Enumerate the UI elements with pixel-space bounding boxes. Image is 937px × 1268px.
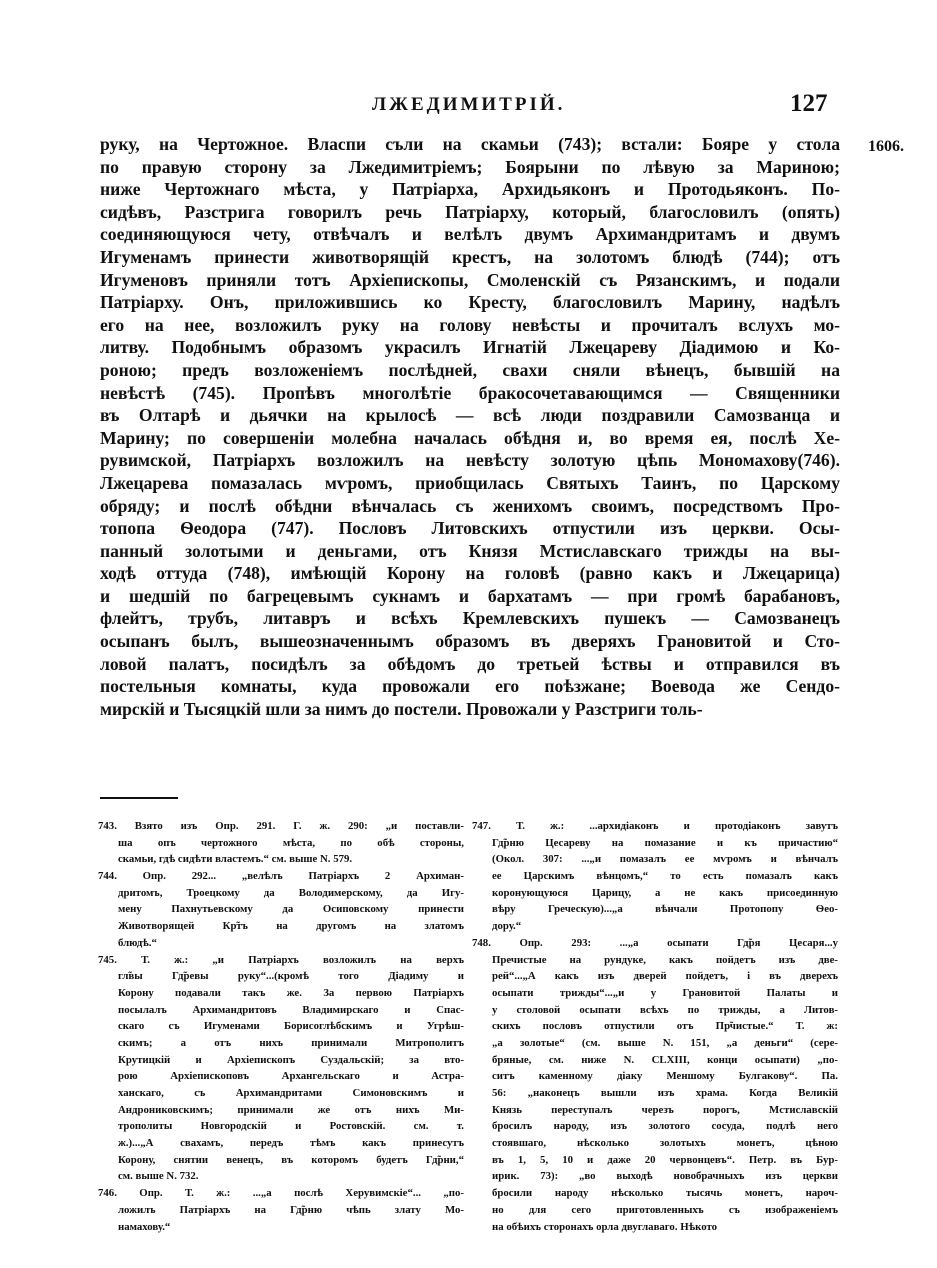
page-number: 127 — [790, 90, 828, 117]
footnote-line: рою Архіепископовъ Архангельскаго и Астра- — [118, 1070, 464, 1083]
body-text-line: Патріарху. Онъ, приложившись ко Кресту, благословилъ Марину, надѣлъ — [100, 292, 840, 313]
footnotes-right-column — [472, 818, 838, 1235]
body-text-line: Марину; по совершеніи молебна началась обѣдня и, во время ея, послѣ Хе- — [100, 427, 840, 448]
running-head: ЛЖЕДИМИТРІЙ. — [372, 94, 566, 115]
body-text-line: ниже Чертожнаго мѣста, у Патріарха, Архидьяконъ и Протодьяконъ. По- — [100, 179, 840, 200]
footnote-line: 744. Опр. 292... „велѣлъ Патріархъ 2 Архиман- — [98, 870, 464, 883]
footnote-line: бросилъ народу, изъ золотого сосуда, подлѣ него — [492, 1120, 838, 1133]
footnote-line: Крутицкій и Архіепископъ Суздальскій; за вто- — [118, 1053, 464, 1066]
footnote-line: намахову.“ — [118, 1220, 171, 1233]
footnote-line: Гд̃рню Цесареву на помазание и къ причастию“ — [492, 836, 838, 849]
footnote-line: дритомъ, Троецкому да Володимерскому, да Игу- — [118, 886, 464, 899]
body-text-line: ходѣ оттуда (748), имѣющій Корону на головѣ (равно какъ и Лжецарица) — [100, 563, 840, 584]
footnote-line: скамьи, гдѣ сидѣти властемъ.“ см. выше N. 579. — [118, 853, 353, 866]
footnote-line: гл̃вы Гд̃ревы руку“...(кромѣ того Діадиму и — [118, 970, 464, 983]
footnote-line: вѣру Греческую)...„а вѣнчали Протопопу Ѳео- — [492, 903, 838, 916]
body-text-line: Лжецарева помазалась мѵромъ, приобщилась Святыхъ Таинъ, по Царскому — [100, 472, 840, 493]
body-text-line: топопа Ѳеодора (747). Пословъ Литовскихъ отпустили изъ церкви. Осы- — [100, 518, 840, 539]
footnote-line: „а золотые“ (см. выше N. 151, „а деньги“ (сере- — [492, 1036, 838, 1049]
body-text-line: его на нее, возложилъ руку на голову невѣсты и прочиталъ вслухъ мо- — [100, 314, 840, 335]
footnote-line: трополиты Новгородскій и Ростовскій. см. т. — [118, 1120, 464, 1133]
footnote-line: 748. Опр. 293: ...„а осыпати Гд̃ря Цесаря...у — [472, 936, 838, 949]
footnote-line: рей“...„А какъ изъ дверей пойдетъ, і въ дверехъ — [492, 970, 838, 983]
footnote-line: ханскаго, съ Архимандритами Симоновскимъ и — [118, 1087, 464, 1099]
footnote-line: но для сего приготовленныхъ съ изображеніемъ — [492, 1203, 838, 1216]
footnote-line: см. выше N. 732. — [118, 1170, 199, 1183]
footnote-line: скимъ; а отъ нихъ принимали Митрополитъ — [118, 1036, 464, 1049]
body-text-line: ловой палатъ, посидѣлъ за обѣдомъ до третьей ѣствы и отправился въ — [100, 653, 840, 674]
footnote-line: Животворящей Кр̃тъ на другомъ на златомъ — [118, 920, 464, 933]
body-text-line: панный золотыми и деньгами, отъ Князя Мстиславскаго трижды на вы- — [100, 540, 840, 561]
footnote-line: у столовой осыпати всѣхъ по трижды, а Литов- — [492, 1003, 838, 1016]
body-text-line: невѣстѣ (745). Пропѣвъ многолѣтіе бракосочетавающимся — Священники — [100, 382, 840, 403]
footnote-line: коронующуюся Царицу, а не какъ присоединную — [492, 886, 838, 899]
footnote-line: блюдѣ.“ — [118, 936, 157, 949]
footnote-line: Корону, снятии венецъ, въ которомъ будетъ Гд̃рни,“ — [118, 1153, 464, 1166]
footnote-line: Пречистые на рундуке, какъ пойдетъ изъ две- — [492, 953, 838, 966]
footnote-line: 56: „наконецъ вышли изъ храма. Когда Великій — [492, 1087, 838, 1099]
footnote-line: мену Пахнутьевскому да Осиповскому принести — [118, 903, 464, 916]
body-text-line: осыпанъ былъ, вышеозначеннымъ образомъ въ дверяхъ Грановитой и Сто- — [100, 631, 840, 652]
footnote-line: ж.)...„А свахамъ, передъ тѣмъ какъ принесутъ — [118, 1137, 464, 1150]
body-text-line: Игуменамъ принести животворящій крестъ, на золотомъ блюдѣ (744); отъ — [100, 246, 840, 267]
body-text-line: мирскій и Тысяцкій шли за нимъ до постели. Провожали у Разстриги толь- — [100, 698, 703, 719]
footnote-line: Андрониковскимъ; принимали же отъ нихъ Ми- — [118, 1103, 464, 1116]
body-text-line: роною; предъ возложеніемъ послѣдней, свахи сняли вѣнецъ, бывшій на — [100, 359, 840, 380]
footnote-line: ситъ каменному дiаку Меншому Булгакову“. Па. — [492, 1070, 838, 1083]
body-text-line: въ Олтарѣ и дьячки на крылосѣ — всѣ люди поздравили Самозванца и — [100, 405, 840, 426]
footnote-line: скихъ пословъ отпустили отъ Пр̃чистые.“ Т. ж: — [492, 1020, 838, 1033]
footnote-line: осыпати трижды“...„и у Грановитой Палаты и — [492, 986, 838, 999]
body-text-line: постельныя комнаты, куда провожали его поѣзжане; Воевода же Сендо- — [100, 676, 840, 697]
footnote-line: бряные, см. ниже N. CLXIII, конци осыпати) „по- — [492, 1053, 838, 1066]
body-text-line: и шедшій по багрецевымъ сукнамъ и бархатамъ — при громѣ барабановъ, — [100, 585, 840, 606]
footnote-line: ложилъ Патріархъ на Гд̃рню чѣпь злату Мо- — [118, 1203, 464, 1216]
footnote-line: ша опъ чертожного мѣста, по обѣ стороны, — [118, 836, 464, 849]
footnote-line: 745. Т. ж.: „и Патріархъ возложилъ на верхъ — [98, 953, 464, 966]
body-text-line: флейтъ, трубъ, литавръ и всѣхъ Кремлевскихъ пушекъ — Самозванецъ — [100, 608, 840, 629]
footnote-line: на обѣихъ сторонахъ орла двуглаваго. Нѣкото — [492, 1220, 718, 1233]
footnote-line: (Окол. 307: ...„и помазалъ ее мѵромъ и вѣнчалъ — [492, 853, 838, 866]
footnote-line: дору.“ — [492, 920, 522, 933]
body-text-line: руку, на Чертожное. Власпи съли на скамьи (743); встали: Бояре у стола — [100, 134, 840, 154]
footnote-line: скаго съ Игуменами Борисоглѣбскимъ и Угрѣш- — [118, 1020, 464, 1033]
body-text-line: Игуменовъ приняли тотъ Архіепископы, Смоленскій съ Рязанскимъ, и подали — [100, 269, 840, 290]
footnote-line: 746. Опр. Т. ж.: ...„а послѣ Херувимскіе“... „по- — [98, 1187, 464, 1200]
footnote-line: 747. Т. ж.: ...архидіаконъ и протодіаконъ завутъ — [472, 820, 838, 832]
footnote-separator-rule — [100, 797, 178, 799]
body-text-line: рувимской, Патріархъ возложилъ на невѣсту золотую цѣпь Мономахову(746). — [100, 450, 840, 471]
footnote-line: посылалъ Архимандритовъ Владимирскаго и Спас- — [118, 1003, 464, 1016]
footnote-line: стоявшаго, нѣсколько золотыхъ монетъ, цѣною — [492, 1137, 838, 1150]
main-text-column — [100, 133, 840, 720]
footnote-line: ее Царскимъ вѣнцомъ,“ то есть помазалъ какъ — [492, 870, 838, 883]
margin-year-note: 1606. — [868, 138, 904, 155]
body-text-line: обряду; и послѣ обѣдни вѣнчалась съ женихомъ своимъ, посредствомъ Про- — [100, 495, 840, 516]
footnote-line: Князь переступалъ черезъ порогъ, Мстиславскій — [492, 1103, 838, 1116]
footnotes-left-column — [98, 818, 464, 1235]
footnote-line: Корону подавали такъ же. За первою Патріархъ — [118, 986, 464, 999]
footnote-line: 743. Взято изъ Опр. 291. Г. ж. 290: „и поставли- — [98, 820, 464, 832]
body-text-line: соединяющуюся чету, отвѣчалъ и велѣлъ двумъ Архимандритамъ и двумъ — [100, 224, 840, 245]
footnote-line: въ 1, 5, 10 и даже 20 червонцевъ“. Петр. въ Бур- — [492, 1153, 838, 1166]
footnote-line: бросили народу нѣсколько тысячь монетъ, нароч- — [492, 1187, 838, 1200]
body-text-line: сидѣвъ, Разстрига говорилъ речь Патріарху, который, благословилъ (опять) — [100, 201, 840, 222]
body-text-line: по правую сторону за Лжедимитріемъ; Боярыни по лѣвую за Мариною; — [100, 156, 840, 177]
footnote-line: ирик. 73): „во выходѣ новобрачныхъ изъ церкви — [492, 1170, 838, 1183]
body-text-line: литву. Подобнымъ образомъ украсилъ Игнатій Лжецареву Діадимою и Ко- — [100, 337, 840, 358]
